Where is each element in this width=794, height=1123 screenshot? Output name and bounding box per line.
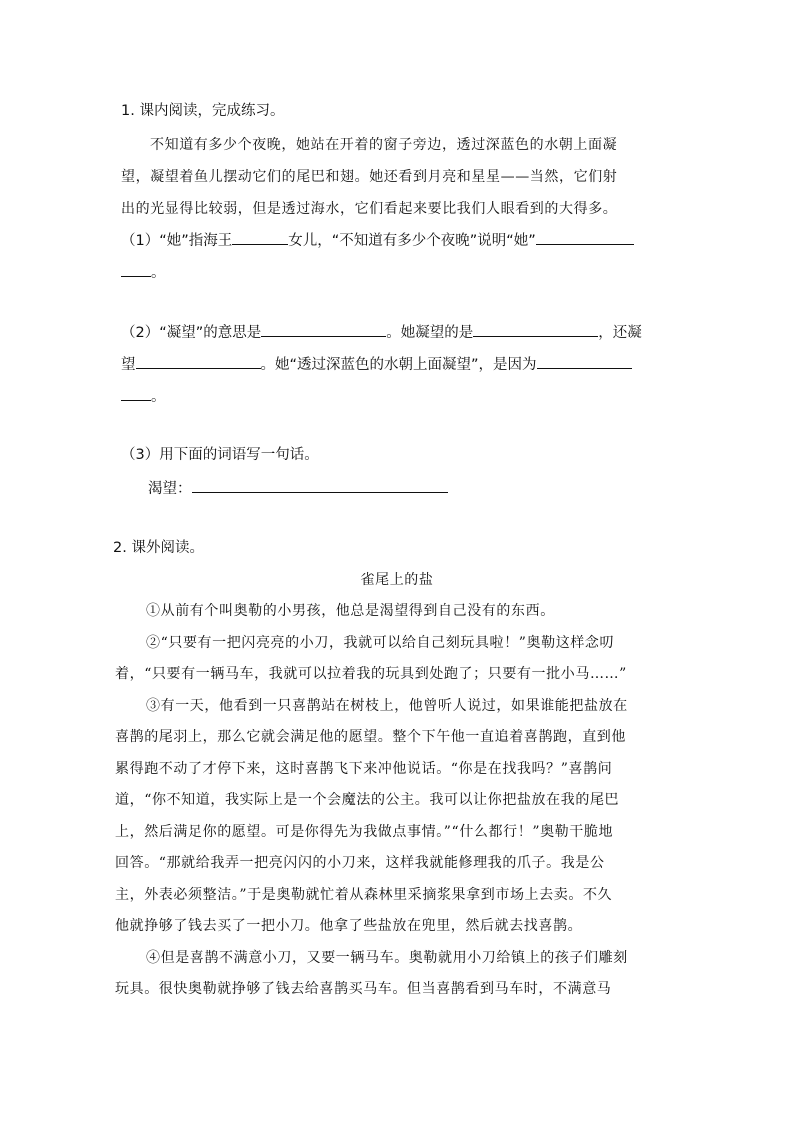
sub-question-1-text-b: 女儿，“不知道有多少个夜晚”说明“她” [288, 233, 536, 249]
answer-blank[interactable] [536, 229, 634, 245]
story-line: ②“只要有一把闪亮亮的小刀，我就可以给自己刻玩具啦！”奥勒这样念叨 [146, 635, 615, 651]
answer-blank[interactable] [473, 321, 598, 337]
answer-blank[interactable] [121, 261, 151, 277]
story-line: 玩具。很快奥勒就挣够了钱去给喜鹊买马车。但当喜鹊看到马车时，不满意马 [115, 981, 612, 997]
sub-question-2-end: 。 [151, 389, 166, 405]
sub-question-2 [121, 321, 642, 343]
story-line: 累得跑不动了才停下来，这时喜鹊飞下来冲他说话。“你是在找我吗？”喜鹊问 [115, 761, 613, 777]
sub-question-1-end: 。 [151, 265, 166, 281]
story-line: ③有一天，他看到一只喜鹊站在树枝上，他曾听人说过，如果谁能把盐放在 [146, 698, 628, 714]
story-line: ①从前有个叫奥勒的小男孩，他总是渴望得到自己没有的东西。 [146, 603, 555, 619]
sub-question-2-text-b: 。她凝望的是 [386, 325, 474, 341]
sub-question-2-text-d: 望 [121, 357, 136, 373]
sub-question-1-text-a: （1）“她”指海王 [121, 233, 233, 249]
sub-question-1-continuation [121, 261, 166, 283]
sub-question-1 [121, 229, 634, 251]
answer-blank[interactable] [232, 229, 288, 245]
question-1-heading: 1. 课内阅读，完成练习。 [121, 103, 285, 119]
story-line: 回答。“那就给我弄一把亮闪闪的小刀来，这样我就能修理我的爪子。我是公 [115, 855, 605, 871]
sub-question-3: （3）用下面的词语写一句话。 [121, 447, 319, 463]
sub-question-2-text-e: 。她“透过深蓝色的水朝上面凝望”，是因为 [260, 357, 537, 373]
story-line: 上，然后满足你的愿望。可是你得先为我做点事情。”“什么都行！”奥勒干脆地 [115, 824, 614, 840]
passage-line: 出的光显得比较弱，但是透过海水，它们看起来要比我们人眼看到的大得多。 [121, 201, 618, 217]
question-2-heading: 2. 课外阅读。 [113, 540, 204, 556]
answer-blank[interactable] [136, 353, 261, 369]
answer-blank[interactable] [192, 477, 448, 493]
story-line: 道，“你不知道，我实际上是一个会魔法的公主。我可以让你把盐放在我的尾巴 [115, 792, 620, 808]
sub-question-3-answer-line [148, 477, 448, 499]
sub-question-2-line-2 [121, 353, 632, 375]
story-line: 主，外表必须整洁。”于是奥勒就忙着从森林里采摘浆果拿到市场上去卖。不久 [115, 887, 613, 903]
story-line: 他就挣够了钱去买了一把小刀。他拿了些盐放在兜里，然后就去找喜鹊。 [115, 918, 583, 934]
passage-line: 不知道有多少个夜晚，她站在开着的窗子旁边，透过深蓝色的水朝上面凝 [150, 137, 618, 153]
story-line: 喜鹊的尾羽上，那么它就会满足他的愿望。整个下午他一直追着喜鹊跑，直到他 [115, 729, 626, 745]
sub-question-2-text-c: ，还凝 [598, 325, 642, 341]
answer-blank[interactable] [261, 321, 386, 337]
sub-question-2-continuation [121, 385, 166, 407]
sub-question-3-word: 渴望： [148, 481, 192, 497]
passage-line: 望，凝望着鱼儿摆动它们的尾巴和翅。她还看到月亮和星星——当然，它们射 [121, 169, 618, 185]
sub-question-2-text-a: （2）“凝望”的意思是 [121, 325, 262, 341]
answer-blank[interactable] [537, 353, 632, 369]
story-line: 着，“只要有一辆马车，我就可以拉着我的玩具到处跑了；只要有一批小马……” [115, 666, 627, 682]
story-title: 雀尾上的盐 [360, 572, 434, 588]
answer-blank[interactable] [121, 385, 151, 401]
story-line: ④但是喜鹊不满意小刀，又要一辆马车。奥勒就用小刀给镇上的孩子们雕刻 [146, 950, 628, 966]
